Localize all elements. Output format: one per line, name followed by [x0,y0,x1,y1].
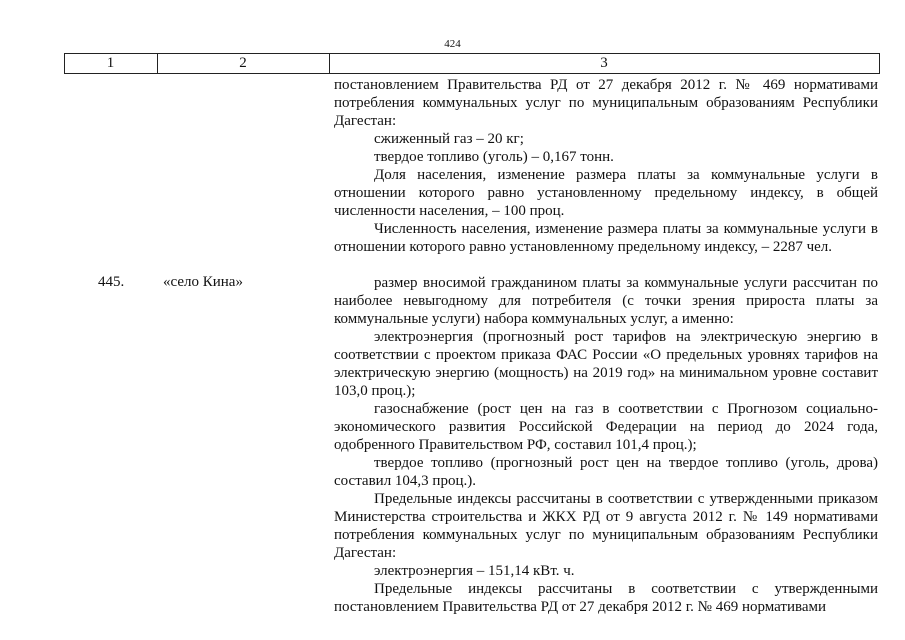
table-header-divider [879,53,880,74]
paragraph: Численность населения, изменение размера платы за коммунальные услуги в отношении которого равно установленному предельному индексу, – 2287 чел. [334,221,878,255]
paragraph: Доля населения, изменение размера платы за коммунальные услуги в отношении которого равно установленному предельному индексу, в общей численности населения, – 100 проц. [334,167,878,219]
column-header-3: 3 [600,55,608,71]
column-header-2: 2 [239,55,247,71]
paragraph: электроэнергия (прогнозный рост тарифов на электрическую энергию в соответствии с проектом приказа ФАС России «О предельных уровнях тарифов на электрическую энергию (мощность) на 2019 год» на минимальном уровне составит 103,0 проц.); [334,329,878,399]
entry-text [334,274,878,616]
column-header-1: 1 [106,55,115,71]
paragraph: размер вносимой гражданином платы за коммунальные услуги рассчитан по наиболее невыгодному для потребителя (с точки зрения прироста платы за коммунальные услуги) набора коммунальных услуг, а именно: [334,275,878,327]
entry-number: 445. [98,274,125,290]
entry-name: «село Кина» [163,274,243,290]
paragraph: постановлением Правительства РД от 27 декабря 2012 г. № 469 нормативами потребления коммунальных услуг по муниципальным образованиям Республики Дагестан: [334,77,878,129]
page-number: 424 [444,38,461,50]
paragraph: газоснабжение (рост цен на газ в соответствии с Прогнозом социально-экономического развития Российской Федерации на период до 2024 года, одобренного Правительством РФ, составил 101,4 проц.); [334,401,878,453]
continuation-text [334,76,878,256]
paragraph: твердое топливо (уголь) – 0,167 тонн. [374,149,614,165]
paragraph: Предельные индексы рассчитаны в соответствии с утвержденными постановлением Правительства РД от 27 декабря 2012 г. № 469 нормативами [334,581,878,615]
paragraph: сжиженный газ – 20 кг; [374,131,524,147]
paragraph: твердое топливо (прогнозный рост цен на твердое топливо (уголь, дрова) составил 104,3 проц.). [334,455,878,489]
paragraph: электроэнергия – 151,14 кВт. ч. [374,563,575,579]
table-header-bottom-rule [64,73,880,74]
table-header-top-rule [64,53,880,54]
paragraph: Предельные индексы рассчитаны в соответствии с утвержденными приказом Министерства строительства и ЖКХ РД от 9 августа 2012 г. № 149 нормативами потребления коммунальных услуг по муниципальным образованиям Республики Дагестан: [334,491,878,561]
